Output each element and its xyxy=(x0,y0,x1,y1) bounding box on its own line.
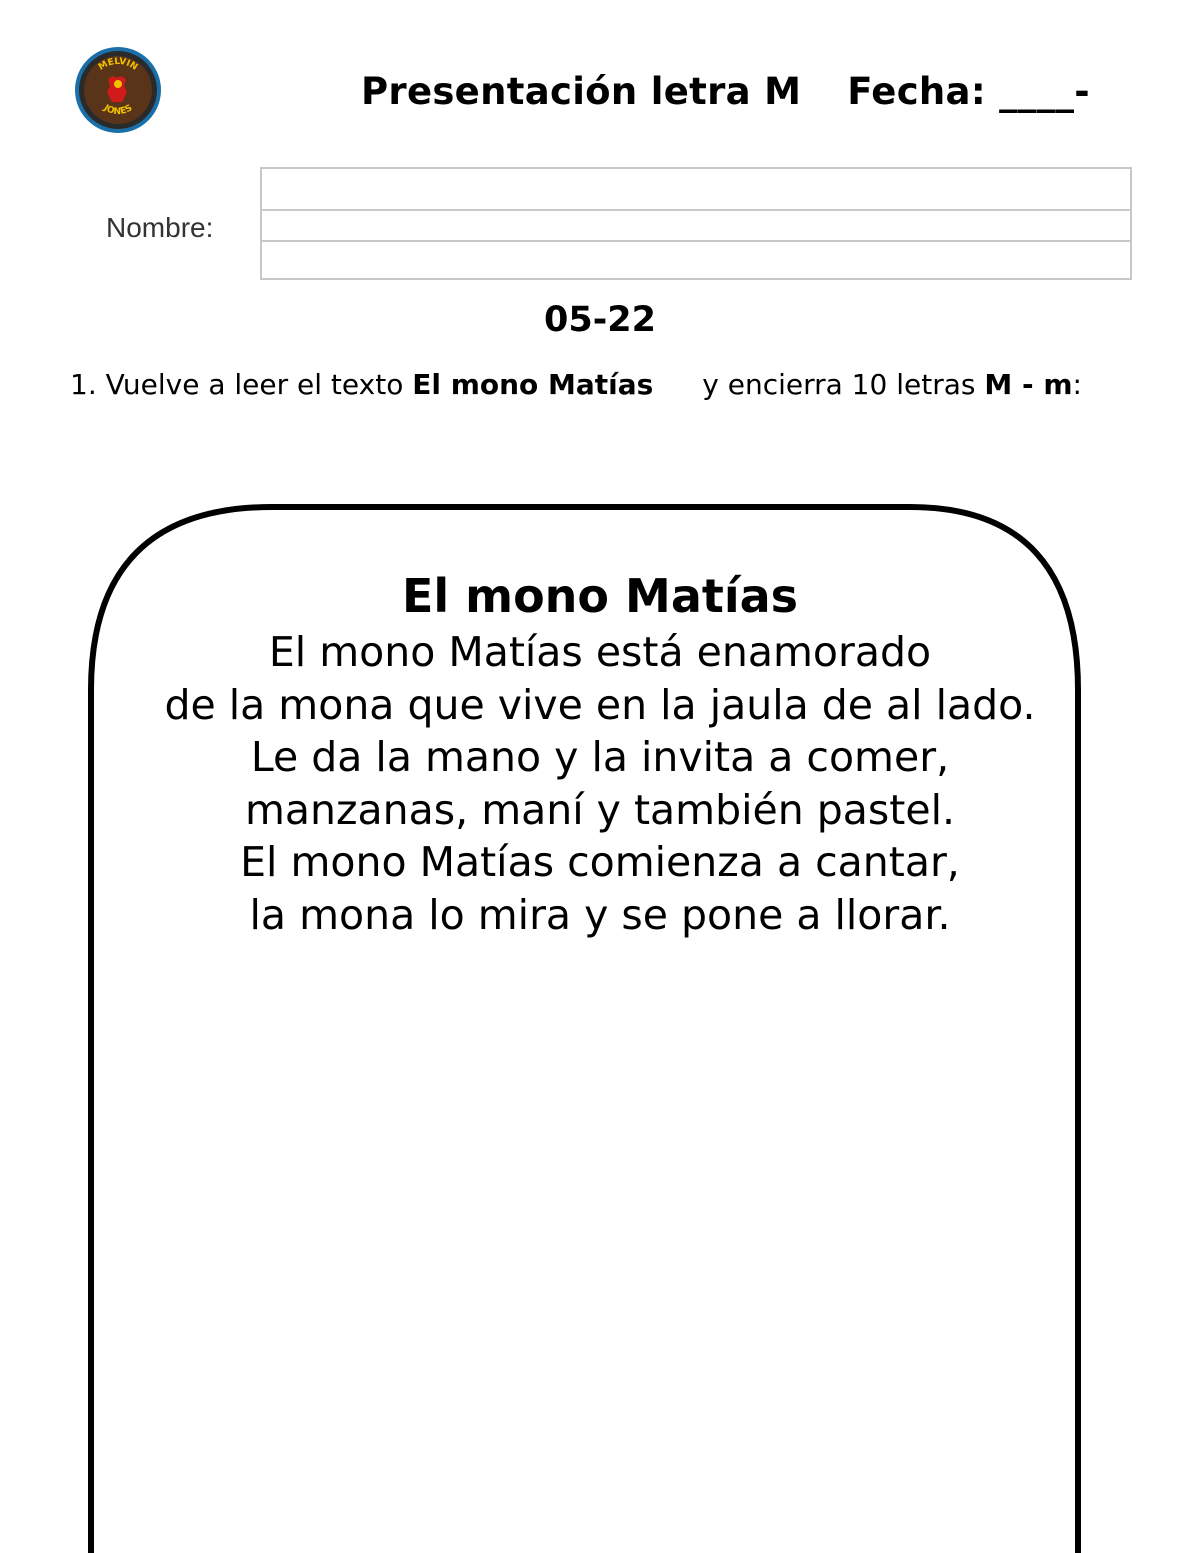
poem-title: El mono Matías xyxy=(401,569,799,623)
logo-bottom-text: JONES xyxy=(101,103,135,118)
poem-line: manzanas, maní y también pastel. xyxy=(244,785,956,834)
name-label: Nombre: xyxy=(106,212,214,243)
poem-line: la mona lo mira y se pone a llorar. xyxy=(249,890,951,939)
logo-top-text: MELVIN xyxy=(96,56,140,73)
poem-line: Le da la mano y la invita a comer, xyxy=(250,733,950,781)
poem xyxy=(0,566,1200,941)
date-label: Fecha: ____- xyxy=(847,70,1090,113)
worksheet-title: Presentación letra M xyxy=(361,70,802,113)
date-code: 05-22 xyxy=(544,300,656,340)
instruction-middle: y encierra 10 letras xyxy=(693,368,985,401)
poem-line: El mono Matías comienza a cantar, xyxy=(240,838,960,886)
instruction-suffix: : xyxy=(1072,368,1082,401)
poem-line: de la mona que vive en la jaula de al lado. xyxy=(164,680,1036,729)
instruction-text-title: El mono Matías xyxy=(412,368,654,401)
instruction-letters: M - m xyxy=(984,368,1073,401)
instruction-prefix: 1. Vuelve a leer el texto xyxy=(70,368,413,401)
poem-line: El mono Matías está enamorado xyxy=(268,628,932,676)
